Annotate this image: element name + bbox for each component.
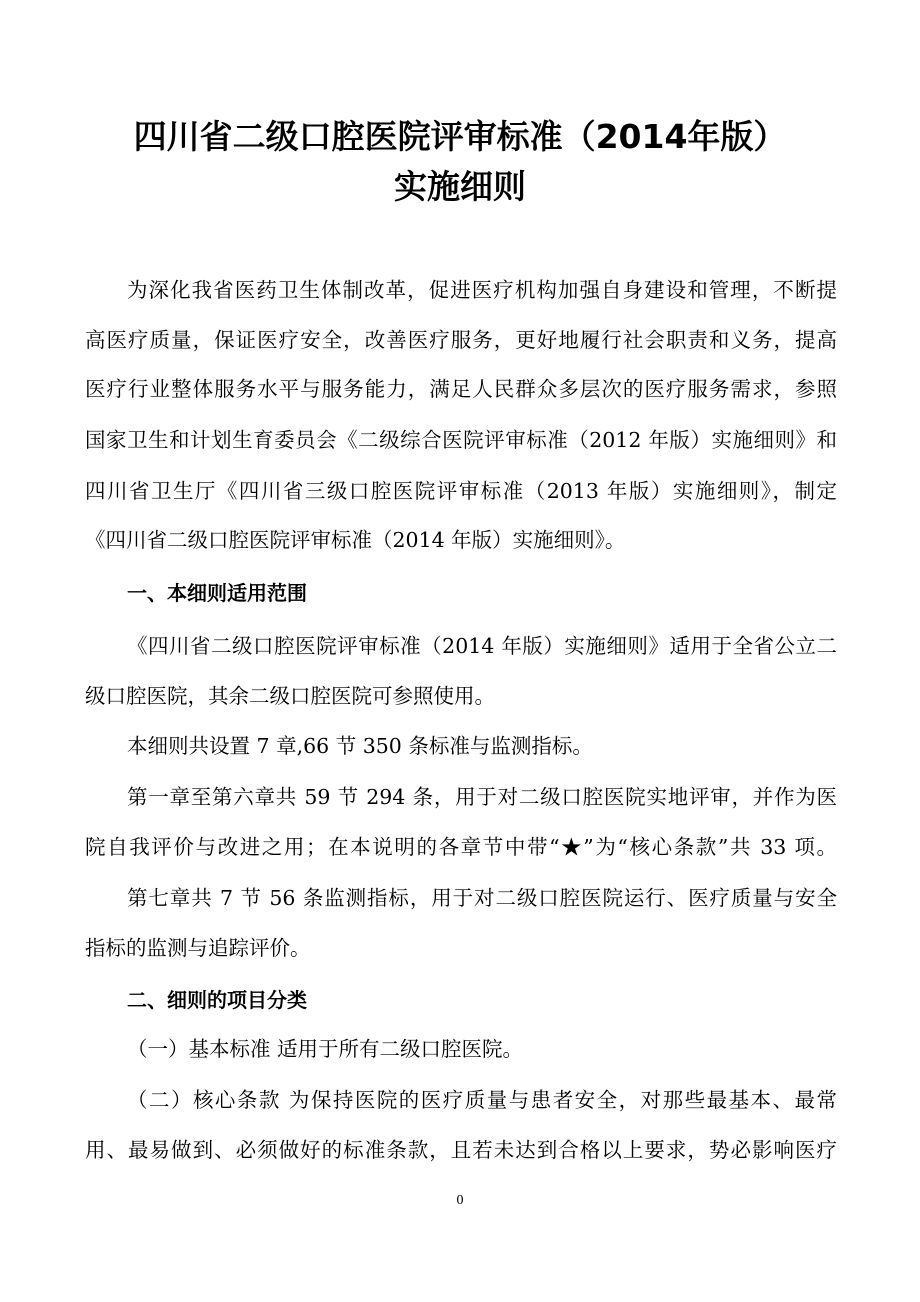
body-line: 第七章共 7 节 56 条监测指标，用于对二级口腔医院运行、医疗质量与安全 — [127, 886, 837, 910]
section-heading: 二、细则的项目分类 — [127, 988, 307, 1012]
body-line: 第一章至第六章共 59 节 294 条，用于对二级口腔医院实地评审，并作为医 — [127, 785, 837, 809]
body-line: （二）核心条款 为保持医院的医疗质量与患者安全，对那些最基本、最常 — [127, 1088, 837, 1112]
body-line: 级口腔医院，其余二级口腔医院可参照使用。 — [85, 684, 495, 708]
intro-line: 《四川省二级口腔医院评审标准（2014 年版）实施细则》。 — [85, 528, 626, 552]
body-line: 本细则共设置 7 章,66 节 350 条标准与监测指标。 — [127, 734, 593, 758]
body-line: 用、最易做到、必须做好的标准条款，且若未达到合格以上要求，势必影响医疗 — [85, 1138, 837, 1162]
intro-line: 高医疗质量，保证医疗安全，改善医疗服务，更好地履行社会职责和义务，提高 — [85, 328, 837, 352]
intro-line: 四川省卫生厅《四川省三级口腔医院评审标准（2013 年版）实施细则》，制定 — [85, 479, 837, 503]
document-subtitle: 实施细则 — [394, 167, 526, 206]
intro-line: 为深化我省医药卫生体制改革，促进医疗机构加强自身建设和管理，不断提 — [127, 278, 837, 302]
page-number: 0 — [456, 1193, 464, 1208]
document-title: 四川省二级口腔医院评审标准（2014年版） — [133, 117, 787, 156]
section-heading: 一、本细则适用范围 — [127, 581, 307, 605]
body-line: 指标的监测与追踪评价。 — [85, 936, 311, 960]
intro-line: 医疗行业整体服务水平与服务能力，满足人民群众多层次的医疗服务需求，参照 — [85, 377, 837, 401]
body-line: 院自我评价与改进之用；在本说明的各章节中带“★”为“核心条款”共 33 项。 — [85, 835, 837, 859]
intro-line: 国家卫生和计划生育委员会《二级综合医院评审标准（2012 年版）实施细则》和 — [85, 428, 837, 452]
body-line: 《四川省二级口腔医院评审标准（2014 年版）实施细则》适用于全省公立二 — [127, 634, 837, 658]
body-line: （一）基本标准 适用于所有二级口腔医院。 — [127, 1037, 524, 1061]
